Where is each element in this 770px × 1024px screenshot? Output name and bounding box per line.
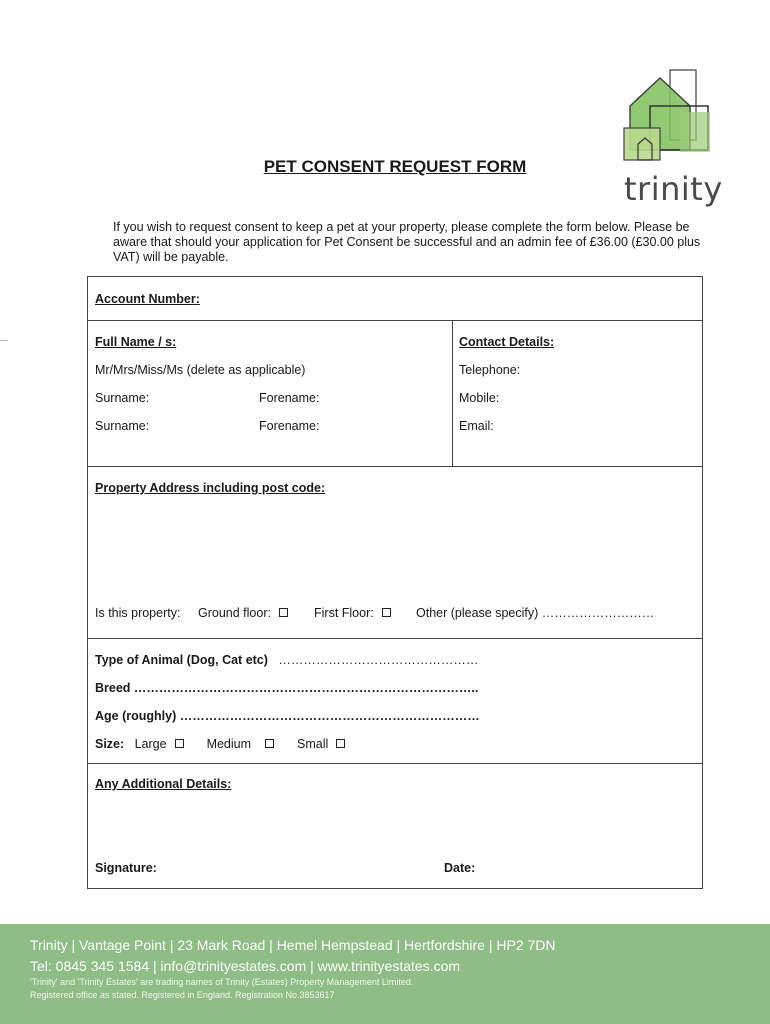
divider <box>88 763 702 764</box>
size-label: Size: <box>95 737 125 751</box>
telephone-label: Telephone: <box>459 363 521 377</box>
divider <box>88 466 702 467</box>
first-floor-checkbox[interactable] <box>382 608 391 617</box>
first-floor-option[interactable] <box>314 606 391 620</box>
mobile-label: Mobile: <box>459 391 500 405</box>
property-address-field[interactable] <box>95 503 695 593</box>
forename-label-1: Forename: <box>259 391 320 405</box>
ground-floor-checkbox[interactable] <box>279 608 288 617</box>
property-type-label: Is this property: <box>95 606 181 620</box>
pet-consent-form <box>87 276 703 889</box>
email-label: Email: <box>459 419 494 433</box>
size-large-label: Large <box>134 737 167 751</box>
divider <box>88 638 702 639</box>
footer-registration: Registered office as stated. Registered in England. Registration No.3853617 <box>30 990 335 1000</box>
animal-type-row <box>95 653 478 667</box>
title-options: Mr/Mrs/Miss/Ms (delete as applicable) <box>95 363 306 377</box>
signature-label: Signature: <box>95 861 157 875</box>
margin-mark <box>0 340 8 341</box>
brand-name: trinity <box>624 170 723 208</box>
account-number-label: Account Number: <box>95 292 200 306</box>
ground-floor-option[interactable] <box>198 606 288 620</box>
size-row <box>95 737 345 751</box>
additional-details-field[interactable] <box>95 797 695 852</box>
divider <box>452 320 453 466</box>
size-medium-checkbox[interactable] <box>265 739 274 748</box>
footer <box>0 924 770 1024</box>
date-label: Date: <box>444 861 476 875</box>
first-floor-label: First Floor: <box>314 606 374 620</box>
additional-details-label: Any Additional Details: <box>95 777 232 791</box>
size-small-label: Small <box>297 737 329 751</box>
page-title: PET CONSENT REQUEST FORM <box>263 157 527 176</box>
divider <box>88 320 702 321</box>
footer-address: Trinity | Vantage Point | 23 Mark Road | Hemel Hempstead | Hertfordshire | HP2 7DN <box>30 937 556 953</box>
full-name-label: Full Name / s: <box>95 335 177 349</box>
property-address-label: Property Address including post code: <box>95 481 326 495</box>
surname-label-2: Surname: <box>95 419 150 433</box>
footer-contact: Tel: 0845 345 1584 | info@trinityestates.com | www.trinityestates.com <box>30 958 461 974</box>
contact-details-label: Contact Details: <box>459 335 555 349</box>
animal-type-label: Type of Animal (Dog, Cat etc) <box>95 653 268 667</box>
trinity-logo-icon <box>620 66 716 162</box>
forename-label-2: Forename: <box>259 419 320 433</box>
size-small-checkbox[interactable] <box>336 739 345 748</box>
surname-label-1: Surname: <box>95 391 150 405</box>
age-field[interactable]: Age (roughly) ……………………………………………………………… <box>95 709 480 723</box>
breed-field[interactable]: Breed ……………………………………………………………………….. <box>95 681 479 695</box>
size-large-checkbox[interactable] <box>175 739 184 748</box>
footer-trading-names: 'Trinity' and 'Trinity Estates' are trading names of Trinity (Estates) Property Management Limited. <box>30 977 414 987</box>
account-number-field[interactable] <box>218 285 688 313</box>
ground-floor-label: Ground floor: <box>198 606 271 620</box>
size-medium-label: Medium <box>206 737 252 751</box>
intro-paragraph: If you wish to request consent to keep a pet at your property, please complete the form below. Please be aware that should your application for Pet Consent be successful and an admin fee of £36.00 (£30.00 plus VAT) will be payable. <box>113 220 701 264</box>
other-floor-field[interactable]: Other (please specify) ……………………… <box>416 606 655 620</box>
animal-type-field[interactable]: ………………………………………… <box>278 653 479 667</box>
